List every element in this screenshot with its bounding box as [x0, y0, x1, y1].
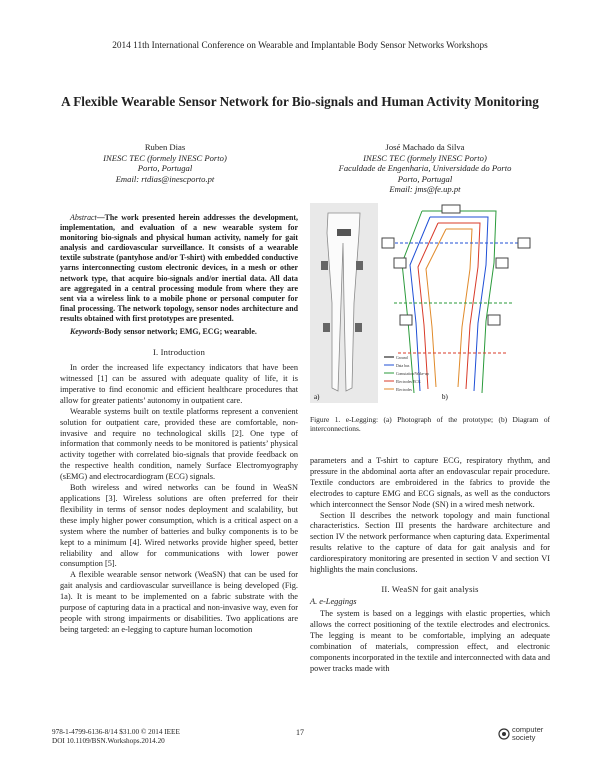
figure-1-graphic	[310, 203, 550, 408]
left-column	[60, 213, 298, 636]
logo-text-bottom: society	[512, 733, 536, 742]
author-email: Email: rtdias@inescporto.pt	[115, 173, 215, 184]
author-name: José Machado da Silva	[385, 142, 465, 152]
paragraph: Section II describes the network topology and main functional characteristics. Section III presents the hardware architecture and section IV the network performance when capturing data. Experimental results relative to the capture of data for gait analysis and for cardiorespiratory monitoring are presented in section V and section VI highlights the main conclusions.	[310, 510, 550, 575]
legend-entry: Comutation/Wake-up	[396, 372, 429, 376]
right-column	[310, 456, 550, 674]
footer-left	[52, 728, 292, 746]
fig-label-a: a)	[314, 393, 320, 401]
figure-caption: Figure 1. e-Legging: (a) Photograph of the prototype; (b) Diagram of interconnections.	[310, 415, 550, 434]
conference-header: 2014 11th International Conference on Wearable and Implantable Body Sensor Networks Workshops	[112, 41, 488, 51]
central-module-photo	[337, 229, 351, 236]
author-affiliation: INESC TEC (formely INESC Porto)	[363, 152, 487, 163]
diagram-legend	[384, 356, 429, 392]
computer-society-icon	[498, 728, 510, 740]
section-heading-weasn: II. WeaSN for gait analysis	[381, 583, 479, 594]
introduction-body	[60, 363, 298, 636]
legend-entry: Data bus	[396, 364, 410, 368]
keywords-text: -Body sensor network; EMG, ECG; wearable.	[101, 327, 257, 337]
paragraph: A flexible wearable sensor network (WeaSN) that can be used for gait analysis and cardiovascular surveillance is being developed (Fig. 1a). It is meant to be implemented on a fabric substrate with the purpose of capturing data in a practical and non-invasive way, even for people with strong impairments or disabilities. Two applications are being targeted: an e-legging to capture human locomotion	[60, 570, 298, 634]
legend-entry: Ground	[396, 356, 408, 360]
sensor-node-photo	[321, 261, 328, 270]
keywords	[60, 327, 298, 337]
sensor-node	[400, 315, 412, 325]
author-email: Email: jms@fe.up.pt	[389, 184, 461, 194]
paper-title: A Flexible Wearable Sensor Network for Bio-signals and Human Activity Monitoring	[61, 94, 539, 109]
interconnection-diagram	[390, 211, 520, 393]
legend-entry: Electrodes	[396, 388, 413, 392]
abstract-text: —The work presented herein addresses the development, implementation, and evaluation of a new wearable system for monitoring bio-signals and physical human activity, namely for gait analysis and cardiovascular surveillance. It consists of a wearable textile substrate (pantyhose and/or T-shirt) with embedded conductive yarns interconnecting custom electronic devices, in a mesh or other network type, that acquire bio-signals and/or inertial data. All data are aggregated in a central processing module from where they are sent via a wireless link to a mobile phone or personal computer for final processing. The network topology, sensor nodes architecture and results obtained with first prototypes are presented.	[60, 213, 298, 323]
central-module-node	[442, 205, 460, 213]
sensor-node	[382, 238, 394, 248]
sensor-node-photo	[355, 323, 362, 332]
abstract	[60, 213, 298, 324]
author-2	[315, 142, 535, 195]
right-body-2	[310, 609, 550, 674]
paragraph: In order the increased life expectancy indicators that have been witnessed [1] can be assured with adequate quality of life, it is imperative to find economic and efficient healthcare procedures that allow for greater patients’ autonomy in outpatient care.	[60, 363, 298, 405]
paragraph: Wearable systems built on textile platforms represent a convenient solution for outpatient care, provided these are comfortable, non-invasive and require no technological skills [2]. One type of information that commonly needs to be monitored is patients’ physical activity together with correlated bio-signals that provide feedback on the respective health condition, namely Surface Electromyography (sEMG) and electrocardiogram (ECG) signals.	[60, 406, 298, 482]
doi-line: DOI 10.1109/BSN.Workshops.2014.20	[52, 737, 165, 745]
author-affiliation: INESC TEC (formely INESC Porto)	[103, 152, 227, 163]
section-heading-introduction: I. Introduction	[152, 347, 206, 358]
fig-label-b: b)	[442, 393, 448, 401]
author-1	[70, 142, 260, 184]
sensor-node	[488, 315, 500, 325]
abstract-lead: Abstract	[70, 213, 97, 222]
author-location: Porto, Portugal	[137, 163, 193, 173]
sensor-node	[496, 258, 508, 268]
paragraph: parameters and a T-shirt to capture ECG, respiratory rhythm, and pressure in the abdominal aorta after an endovascular repair procedure. Textile conductors are embroidered in the fabrics to provide the electrodes to capture EMG and ECG signals, as well as the conductors which interconnect the Sensor Node (SN) in a wired mesh network.	[310, 456, 550, 509]
sensor-node	[394, 258, 406, 268]
legend-entry: Electrodes ECG	[396, 380, 421, 384]
sensor-node	[518, 238, 530, 248]
author-institution: Faculdade de Engenharia, Universidade do Porto	[338, 163, 512, 173]
paragraph: Both wireless and wired networks can be found in WeaSN applications [3]. Wireless solutions are often preferred for their flexibility in terms of sensor nodes deployment and scalability, but these imply higher power consumption, which is a critical aspect on a system where the number of batteries and bulky components is to be kept to a minimum [4]. Wired networks provide higher speed, better reliability and allow for communications with lower power consumption [5].	[60, 483, 298, 569]
sensor-node-photo	[356, 261, 363, 270]
logo-text-top: computer	[512, 725, 544, 734]
isbn-line: 978-1-4799-6136-8/14 $31.00 © 2014 IEEE	[52, 728, 180, 736]
paragraph: The system is based on a leggings with elastic properties, which allows the correct positioning of the textile electrodes and electronics. The legging is meant to be comfortable, implying an adequate combination of materials, compression effect, and electronic components incorporated in the textile and interconnected with data and power tracks made with	[310, 608, 550, 673]
subsection-heading: A. e-Leggings	[310, 596, 357, 606]
figure-1	[310, 203, 550, 408]
computer-society-logo	[498, 725, 558, 747]
keywords-lead: Keywords	[70, 327, 102, 337]
author-location: Porto, Portugal	[397, 173, 453, 184]
sensor-node-photo	[323, 323, 330, 332]
author-name: Ruben Dias	[144, 142, 186, 152]
page-number: 17	[296, 728, 304, 737]
right-body	[310, 456, 550, 576]
